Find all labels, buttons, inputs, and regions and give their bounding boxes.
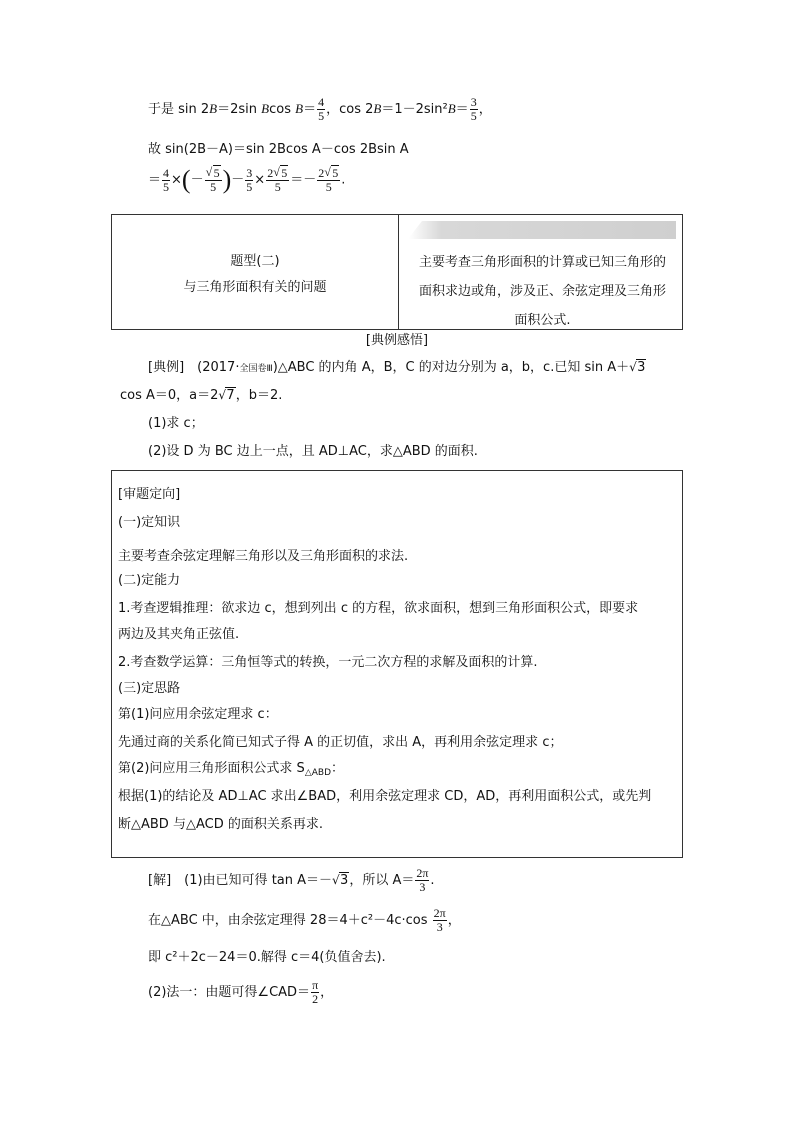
description-line: 面积公式. — [514, 313, 571, 328]
box-line: 主要考查余弦定理解三角形以及三角形面积的求法. — [118, 549, 409, 564]
topic-table — [111, 214, 683, 330]
topic-name: 与三角形面积有关的问题 — [183, 280, 327, 295]
solution-line-2: 在△ABC 中，由余弦定理得 28＝4＋c²－4c·cos $\frac{2\pi}{3}$ ， — [148, 906, 461, 934]
decorative-header-bar — [409, 221, 676, 239]
box-line: 根据(1)的结论及 AD⊥AC 求出∠BAD，利用余弦定理求 CD，AD，再利用面积公式，或先判 — [118, 789, 652, 804]
description-line: 面积求边或角，涉及正、余弦定理及三角形 — [418, 284, 666, 299]
derivation-line-2: 故 sin(2B－A)＝sin 2Bcos A－cos 2Bsin A — [148, 142, 409, 157]
solution-line-4: (2)法一：由题可得∠CAD＝ $\frac{\pi}{2}$ ， — [148, 978, 334, 1006]
example-line-1: [典例] (2017·全国卷Ⅲ)△ABC 的内角 A，B，C 的对边分别为 a，b，c.已知 sin A＋√ 3 — [148, 358, 646, 379]
derivation-line-1: 于是 sin 2B＝2sin Bcos B＝ $\frac{4}{5}$ ，cos 2B＝1－2sin²B＝ $\frac{3}{5}$ ， — [148, 95, 492, 123]
box-heading: [审题定向] — [118, 487, 181, 502]
question-2: (2)设 D 为 BC 边上一点，且 AD⊥AC，求△ABD 的面积. — [148, 444, 478, 459]
box-line: 先通过商的关系化简已知式子得 A 的正切值，求出 A，再利用余弦定理求 c； — [118, 735, 563, 750]
topic-title-cell — [112, 215, 399, 329]
box-line: 断△ABD 与△ACD 的面积关系再求. — [118, 817, 323, 832]
derivation-line-3: ＝ $\frac{4}{5}$ ×(－ √ $\frac{5}{5}$ )－ $\frac{3}{5}$ × $\frac{2√ 5}{5}$ ＝－ $\frac{2√ 5}{5}$ . — [148, 166, 345, 195]
description-line: 主要考查三角形面积的计算或已知三角形的 — [418, 255, 666, 270]
topic-description-cell — [399, 215, 682, 329]
fraction: $\frac{3}{5}$ — [470, 95, 477, 123]
solution-line-3: 即 c²＋2c－24＝0.解得 c＝4(负值舍去). — [148, 950, 386, 965]
box-subheading: (一)定知识 — [118, 515, 181, 530]
box-subheading: (三)定思路 — [118, 681, 181, 696]
section-title: [典例感悟] — [365, 333, 429, 348]
box-subheading: (二)定能力 — [118, 573, 181, 588]
question-1: (1)求 c； — [148, 416, 204, 431]
topic-number: 题型(二) — [230, 254, 280, 269]
box-line: 第(1)问应用余弦定理求 c： — [118, 707, 278, 722]
box-line: 2.考查数学运算：三角恒等式的转换，一元二次方程的求解及面积的计算. — [118, 655, 538, 670]
solution-line-1: [解] (1)由已知可得 tan A＝－√ 3，所以 A＝ $\frac{2\pi}{3}$ . — [148, 866, 435, 896]
box-line: 第(2)问应用三角形面积公式求 $S_{\triangle ABD}$： — [118, 761, 345, 778]
box-line: 1.考查逻辑推理：欲求边 c，想到列出 c 的方程，欲求面积，想到三角形面积公式，即要求 — [118, 601, 639, 616]
example-line-2: cos A＝0，a＝2√ 7，b＝2. — [120, 386, 282, 406]
fraction: $\frac{4}{5}$ — [318, 95, 325, 123]
box-line: 两边及其夹角正弦值. — [118, 627, 240, 642]
analysis-box — [111, 470, 683, 858]
